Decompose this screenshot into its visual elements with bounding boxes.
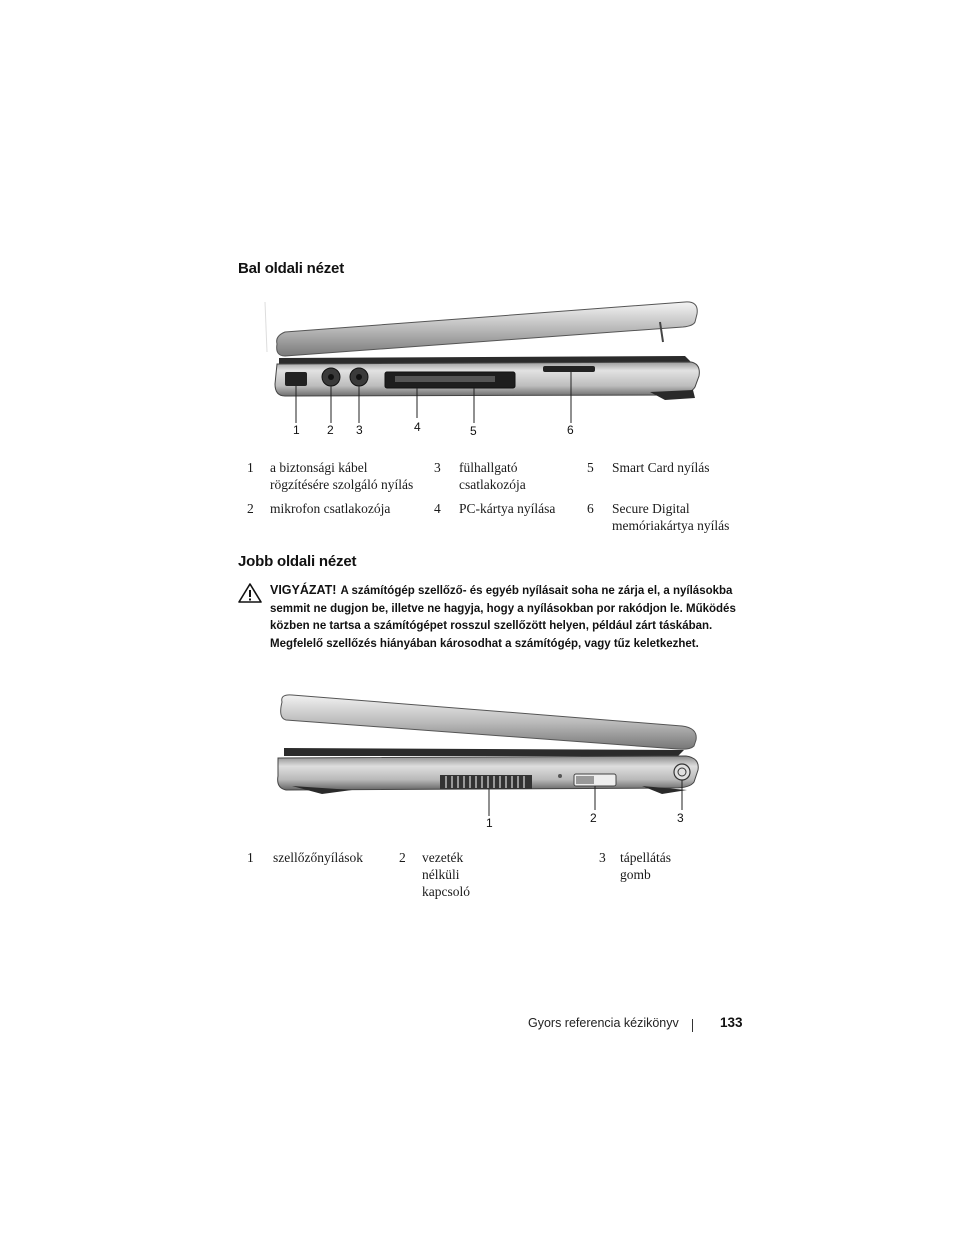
legend-number: 6	[587, 501, 594, 516]
legend-number: 5	[587, 460, 594, 475]
section-heading-left-view: Bal oldali nézet	[238, 260, 344, 277]
callout-number: 1	[293, 423, 300, 437]
callout-number: 6	[567, 423, 574, 437]
legend-text: Secure Digital memóriakártya nyílás	[612, 501, 730, 533]
callout-number: 2	[327, 423, 334, 437]
legend-text: szellőzőnyílások	[273, 850, 363, 865]
callout-number: 3	[677, 811, 684, 825]
callout-number: 5	[470, 424, 477, 438]
legend-text: fülhallgató csatlakozója	[459, 460, 526, 492]
legend-text: PC-kártya nyílása	[459, 501, 556, 516]
callout-number: 3	[356, 423, 363, 437]
legend-number: 4	[434, 501, 441, 516]
legend-number: 3	[434, 460, 441, 475]
section-heading-right-view: Jobb oldali nézet	[238, 553, 357, 570]
laptop-right-side-illustration	[262, 690, 712, 826]
caution-text: A számítógép szellőző- és egyéb nyílásait soha ne zárja el, a nyílásokba semmit ne dugjon be, illetve ne hagyja, hogy a nyílásokban por rakódjon le. Működés közben ne tartsa a számítógépet rosszul szellőzött helyen, például zárt táskában. Megfelelő szellőzés hiányában károsodhat a számítógép, vagy tűz keletkezhet.	[270, 585, 736, 650]
legend-number: 2	[399, 850, 406, 865]
page-number: 133	[720, 1015, 743, 1030]
legend-text: a biztonsági kábel rögzítésére szolgáló nyílás	[270, 460, 414, 492]
callout-number: 2	[590, 811, 597, 825]
footer-separator	[692, 1019, 693, 1032]
legend-number: 1	[247, 460, 254, 475]
legend-number: 2	[247, 501, 254, 516]
footer-book-title: Gyors referencia kézikönyv	[528, 1016, 679, 1030]
laptop-left-side-illustration	[255, 292, 715, 427]
legend-text: tápellátás gomb	[620, 850, 671, 882]
caution-triangle-icon	[238, 583, 262, 603]
legend-text: vezeték nélküli kapcsoló	[422, 850, 470, 899]
callout-number: 1	[486, 816, 493, 830]
legend-text: Smart Card nyílás	[612, 460, 710, 475]
legend-number: 1	[247, 850, 254, 865]
caution-label: VIGYÁZAT!	[270, 583, 337, 597]
legend-text: mikrofon csatlakozója	[270, 501, 391, 516]
callout-number: 4	[414, 420, 421, 434]
legend-number: 3	[599, 850, 606, 865]
